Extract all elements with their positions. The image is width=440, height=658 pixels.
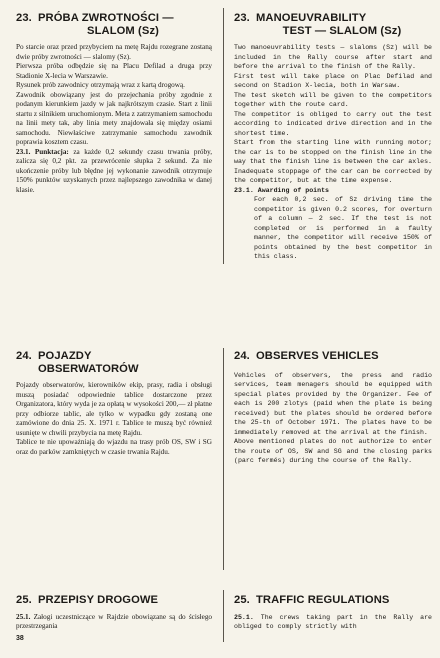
section-heading: 24. POJAZDY OBSERWATORÓW [16,350,139,375]
column-divider [223,590,224,642]
subsection-text: For each 0,2 sec. of Sz driving time the competitor is given 0.2 scores, for overturn of a column — 2 sec. If the test is not completed or is performed in a faulty manner, the competitor will receive 150% of points obtained by the best competitor in this class. [254,196,432,260]
subsection-23-1: 23.1. Awarding of points [234,186,329,194]
section-25-en [234,594,432,632]
section-body [234,371,432,466]
section-heading: 25. PRZEPISY DROGOWE [16,594,159,606]
paragraph: Zawodnik obowiązany jest do przejechania próby zgodnie z podanym kierunkiem jazdy w jak najkrótszym czasie. Start z linii startu z silnikiem uruchomionym. Meta z zatrzymaniem samochodu na linii mety tak, aby linia mety znajdowała się między osiami samochodu. Niewłaściwe zatrzymanie samochodu zawodnik poprawia kosztem czasu. [16,90,212,146]
paragraph: Tablice te nie upoważniają do wjazdu na trasy prób OS, SW i SG oraz do parków zamkniętych w czasie trwania Rajdu. [16,438,212,456]
paragraph: The test sketch will be given to the competitors together with the route card. [234,91,432,108]
paragraph: Pierwsza próba odbędzie się na Placu Defilad a druga przy Stadionie X-lecia w Warszawie. [16,62,212,80]
section-heading: 25. TRAFFIC REGULATIONS [234,594,390,606]
section-body [234,43,432,262]
paragraph: The competitor is obliged to carry out the test according to indicated drive direction and in the shortest time. [234,110,432,137]
section-heading: 23. PRÓBA ZWROTNOŚCI — SLALOM (Sz) [16,12,174,37]
section-heading: 23. MANOEUVRABILITY TEST — SLALOM (Sz) [234,12,402,37]
subsection-25-1: 25.1. Załogi uczestniczące w Rajdzie obowiązane są do ścisłego przestrzegania [16,612,213,630]
column-divider [223,8,224,264]
paragraph: First test will take place on Plac Defilad and second on Stadion X-lecia, both in Warsaw. [234,72,432,89]
paragraph: Rysunek prób zawodnicy otrzymają wraz z kartą drogową. [16,81,185,89]
section-body [16,381,212,457]
section-body [16,43,212,195]
paragraph: Above mentioned plates do not authorize to enter the route of OS, SW and SG and the closing parks (parc fermés) during the course of the Rally. [234,438,432,464]
section-body [16,613,212,632]
column-divider [223,348,224,570]
section-23-pl [16,12,212,195]
section-24-en [234,350,432,466]
section-25-pl [16,594,212,632]
paragraph: Start from the starting line with running motor; the car is to be stopped on the finish line in the way that the finish line is between the car axles. Inadequate stoppage of the car can be corrected by the competitor, but at the time expense. [234,139,432,184]
page-number: 38 [16,635,24,642]
section-heading: 24. OBSERVES VEHICLES [234,350,379,362]
paragraph: Po starcie oraz przed przybyciem na metę Rajdu rozegrane zostaną dwie próby zwrotności — slalomy (Sz). [16,43,212,61]
paragraph: Vehicles of observers, the press and radio services, team menagers should be equipped with special plates provided by the Organizer. Fee of each is 200 zlotys (paid when the plate is being received) but the plates should be ordered before the 25-th of October 1971. The plates have to be immediately removed at the arrival at the finish. [234,371,432,436]
section-24-pl [16,350,212,457]
subsection-23-1: 23.1. Punktacja: za każde 0,2 sekundy czasu trwania próby, zalicza się 0,2 pkt. za przewrócenie słupka 2 sekund. Za nie ukończenie próby lub błędne jej wykonanie zawodnik otrzymuje 150% punktów uzyskanych przez najlepszego zawodnika w danej klasie. [16,147,212,194]
paragraph: Pojazdy obserwatorów, kierowników ekip, prasy, radia i obsługi muszą posiadać odpowiednie tablice dostarczone przez Organizatora, który wyda je za opłatą w wysokości 200,— zł płatne przy odbiorze tablic, ale tylko w wypadku gdy zostaną one zamówione do dnia 25. X. 1971 r. Tablice te muszą być równieź usunięte w chwili przybycia na metę Rajdu. [16,381,212,437]
paragraph: Two manoeuvrability tests — slaloms (Sz) will be included in the Rally course after start and before the arrival to the finish of the Rally. [234,44,432,70]
section-body [234,613,432,632]
subsection-25-1: 25.1. The crews taking part in the Rally are obliged to comply strictly with [234,613,432,630]
section-23-en [234,12,432,262]
